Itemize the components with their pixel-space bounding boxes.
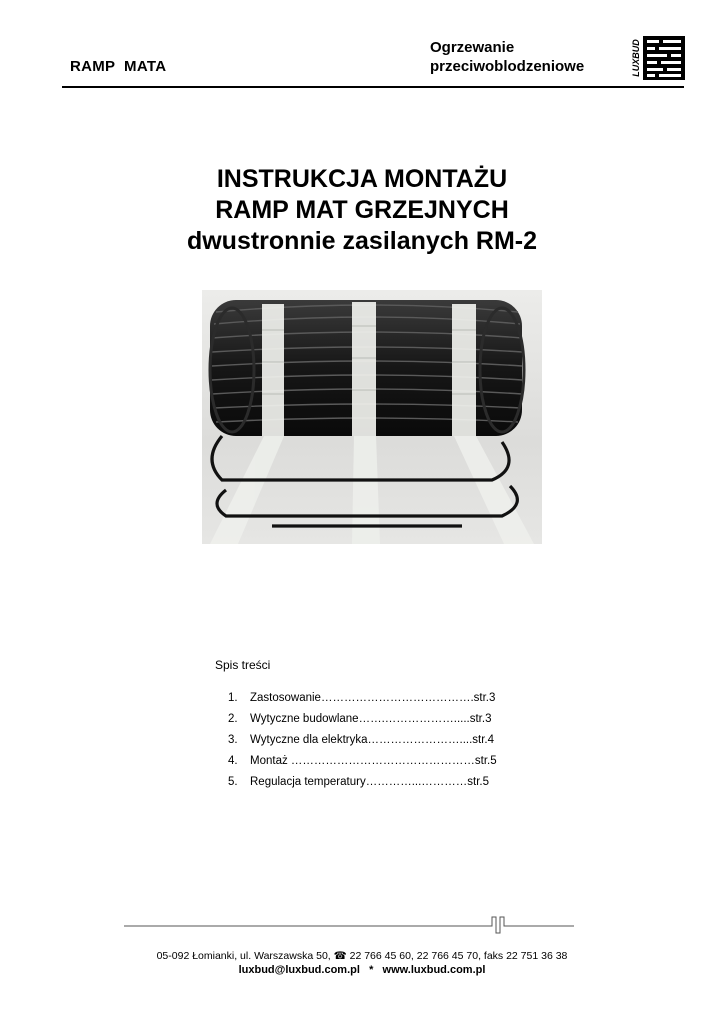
toc-item-number: 2. [228,713,238,725]
toc-item-number: 4. [228,755,238,767]
toc-item-text: Zastosowanie………………………………….str.3 [250,692,496,704]
title-line-3: dwustronnie zasilanych RM-2 [186,227,538,255]
toc-item [228,751,497,772]
header-category-line1: Ogrzewanie [430,39,515,56]
luxbud-logo [630,34,686,82]
footer-divider-ornament [124,914,574,936]
toc-item-text: Wytyczne budowlane…….……………….....str.3 [250,713,492,725]
document-title [0,164,724,257]
logo-text: LUXBUD [631,39,641,77]
toc-item-text: Regulacja temperatury…………...…………str.5 [250,776,490,788]
header-category-line2: przeciwoblodzeniowe [430,58,585,75]
toc-item-number: 3. [228,734,238,746]
title-line-2: RAMP MAT GRZEJNYCH [215,196,509,224]
toc-item-text: Montaż …………………………………………str.5 [250,755,497,767]
toc-item [228,772,497,793]
heating-mat-photo [202,290,542,544]
header-category [430,38,584,76]
title-line-1: INSTRUKCJA MONTAŻU [216,165,508,193]
toc-item [228,709,497,730]
toc-item-number: 1. [228,692,238,704]
table-of-contents [228,688,497,793]
footer-contact: luxbud@luxbud.com.pl * www.luxbud.com.pl [238,964,486,976]
heating-mat-roll-photo-icon [202,290,542,544]
toc-item [228,688,497,709]
toc-heading: Spis treści [215,658,271,672]
footer-address: 05-092 Łomianki, ul. Warszawska 50, ☎ 22 766 45 60, 22 766 45 70, faks 22 751 36 38 [156,950,568,962]
toc-item [228,730,497,751]
toc-item-number: 5. [228,776,238,788]
header-product-name: RAMP MATA [70,58,167,75]
toc-item-text: Wytyczne dla elektryka……………………....str.4 [250,734,495,746]
header-divider [62,86,684,88]
